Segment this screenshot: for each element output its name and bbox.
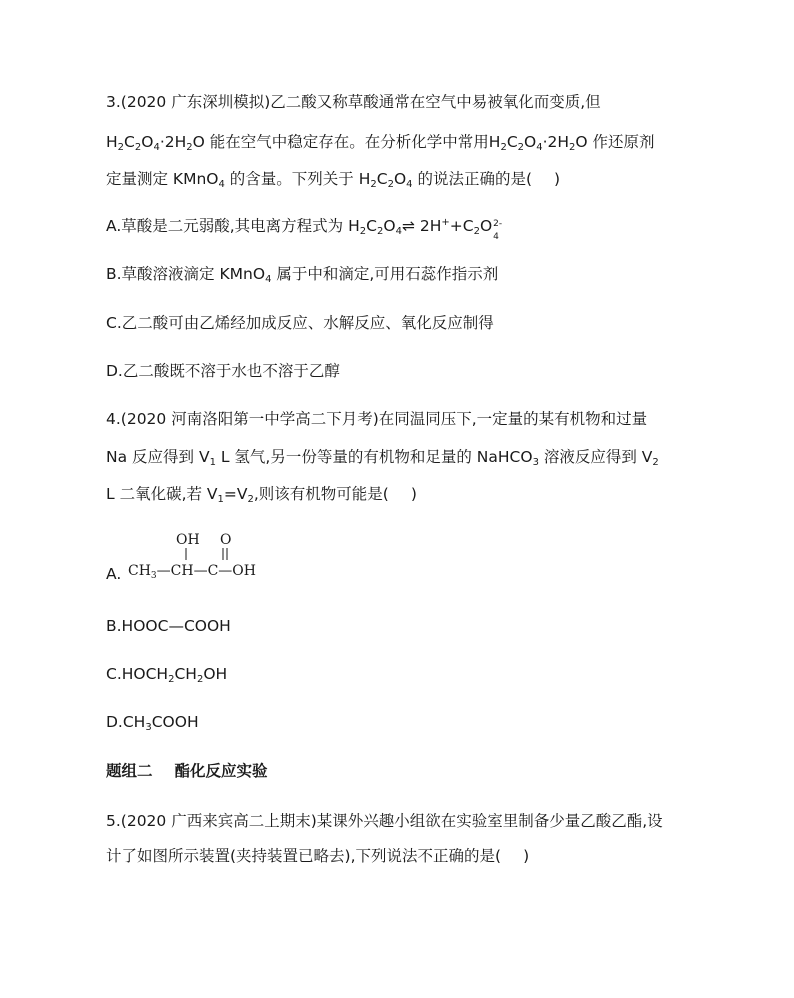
lactic-acid-structure xyxy=(128,528,288,584)
q3-stem-line3: 定量测定 KMnO$_4$ 的含量。下列关于 $H_2C_2O_4$ 的说法正确的是( ) xyxy=(106,170,561,190)
q3-option-d: D.乙二酸既不溶于水也不溶于乙醇 xyxy=(106,362,340,380)
q4-stem-line1: 4.(2020 河南洛阳第一中学高二下月考)在同温同压下,一定量的某有机物和过量 xyxy=(106,410,648,428)
q3-stem-line2: $H_2C_2O_4\cdot 2H_2O$ 能在空气中稳定存在。在分析化学中常用$H_2C_2O_4\cdot 2H_2O$ 作还原剂 xyxy=(106,133,655,153)
hydroxyl-top-label: OH xyxy=(176,532,200,548)
equilibrium-arrow: ⇌ xyxy=(401,217,415,235)
q4-stem-line3: L 二氧化碳,若 $V_1=V_2$,则该有机物可能是( ) xyxy=(106,485,417,505)
group-heading: 题组二 酯化反应实验 xyxy=(106,762,268,780)
q4-option-c: $C.HOCH_2CH_2OH$ xyxy=(106,665,228,685)
carbonyl-oxygen-label: O xyxy=(220,532,232,548)
q5-stem-line2: 计了如图所示装置(夹持装置已略去),下列说法不正确的是( ) xyxy=(106,847,530,865)
q4-option-a-label: A. xyxy=(106,565,122,583)
q4-option-d: $D.CH_3COOH$ xyxy=(106,713,199,733)
q4-option-b: B.HOOC—COOH xyxy=(106,617,231,635)
q5-stem-line1: 5.(2020 广西来宾高二上期末)某课外兴趣小组欲在实验室里制备少量乙酸乙酯,设 xyxy=(106,812,663,830)
oxalate-charge: 2- 4 xyxy=(493,219,503,242)
q3-stem-line1: 3.(2020 广东深圳模拟)乙二酸又称草酸通常在空气中易被氧化而变质,但 xyxy=(106,93,601,111)
q3-option-b: B.草酸溶液滴定 KMnO$_4$ 属于中和滴定,可用石蕊作指示剂 xyxy=(106,265,499,285)
q3-option-c: C.乙二酸可由乙烯经加成反应、水解反应、氧化反应制得 xyxy=(106,314,494,332)
methyl-group: $CH_3—CH—C—OH$ xyxy=(128,563,256,581)
q3-option-a: A.草酸是二元弱酸,其电离方程式为 $H_2C_2O_4\rightleftharpoons$ $2H^++C_2O$ 2- 4 xyxy=(106,215,506,237)
q4-stem-line2: Na 反应得到 $V_1$ L 氢气,另一份等量的有机物和足量的 NaHCO$_3$ 溶液反应得到 $V_2$ xyxy=(106,448,659,468)
